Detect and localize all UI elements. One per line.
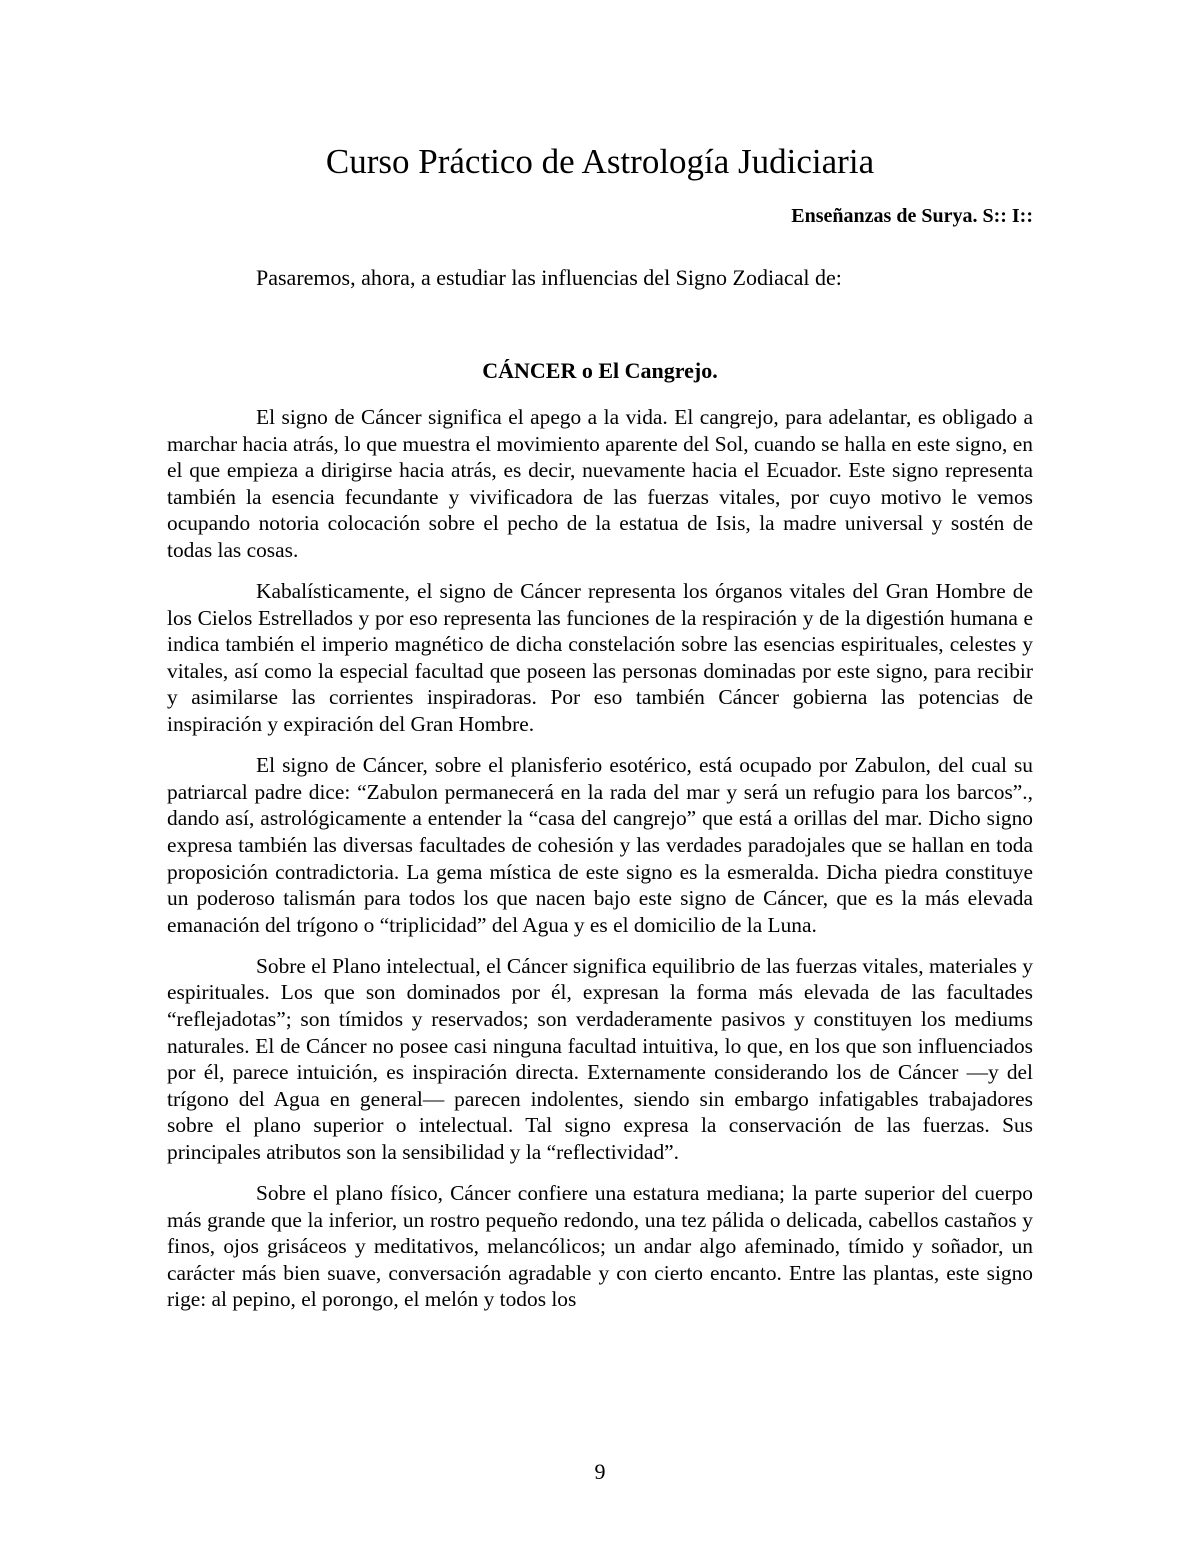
body-paragraph: Kabalísticamente, el signo de Cáncer representa los órganos vitales del Gran Hombre de los Cielos Estrellados y por eso representa las funciones de la respiración y de la digestión humana e indica también el imperio magnético de dicha constelación sobre las esencias espirituales, celestes y vitales, así como la especial facultad que poseen las personas dominadas por este signo, para recibir y asimilarse las corrientes inspiradoras. Por eso también Cáncer gobierna las potencias de inspiración y expiración del Gran Hombre. [167, 579, 1033, 737]
body-paragraph: El signo de Cáncer significa el apego a la vida. El cangrejo, para adelantar, es obligado a marchar hacia atrás, lo que muestra el movimiento aparente del Sol, cuando se halla en este signo, en el que empieza a dirigirse hacia atrás, es decir, nuevamente hacia el Ecuador. Este signo representa también la esencia fecundante y vivificadora de las fuerzas vitales, por cuyo motivo le vemos ocupando notoria colocación sobre el pecho de la estatua de Isis, la madre universal y sostén de todas las cosas. [167, 405, 1033, 562]
intro-paragraph: Pasaremos, ahora, a estudiar las influencias del Signo Zodiacal de: [256, 265, 842, 290]
page-title: Curso Práctico de Astrología Judiciaria [325, 142, 875, 181]
body-paragraph: Sobre el plano físico, Cáncer confiere una estatura mediana; la parte superior del cuerpo más grande que la inferior, un rostro pequeño redondo, una tez pálida o delicada, cabellos castaños y finos, ojos grisáceos y meditativos, melancólicos; un andar algo afeminado, tímido y soñador, un carácter más bien suave, conversación agradable y con cierto encanto. Entre las plantas, este signo rige: al pepino, el porongo, el melón y todos los [167, 1181, 1033, 1312]
body-text [167, 404, 1033, 1328]
body-paragraph: El signo de Cáncer, sobre el planisferio esotérico, está ocupado por Zabulon, del cual su patriarcal padre dice: “Zabulon permanecerá en la rada del mar y será un refugio para los barcos”., dando así, astrológicamente a entender la “casa del cangrejo” que está a orillas del mar. Dicho signo expresa también las diversas facultades de cohesión y las verdades paradojales que se hallan en toda proposición contradictoria. La gema mística de este signo es la esmeralda. Dicha piedra constituye un poderoso talismán para todos los que nacen bajo este signo de Cáncer, que es la más elevada emanación del trígono o “triplicidad” del Agua y es el domicilio de la Luna. [167, 753, 1033, 937]
section-heading: CÁNCER o El Cangrejo. [482, 358, 718, 383]
author-line: Enseñanzas de Surya. S:: I:: [791, 205, 1033, 227]
page-number: 9 [594, 1459, 606, 1484]
body-paragraph: Sobre el Plano intelectual, el Cáncer significa equilibrio de las fuerzas vitales, materiales y espirituales. Los que son dominados por él, expresan la forma más elevada de las facultades “reflejadotas”; son tímidos y reservados; son verdaderamente pasivos y constituyen los mediums naturales. El de Cáncer no posee casi ninguna facultad intuitiva, lo que, en los que son influenciados por él, parece intuición, es inspiración directa. Externamente considerando los de Cáncer —y del trígono del Agua en general— parecen indolentes, siendo sin embargo infatigables trabajadores sobre el plano superior o intelectual. Tal signo expresa la conservación de las fuerzas. Sus principales atributos son la sensibilidad y la “reflectividad”. [167, 953, 1033, 1164]
